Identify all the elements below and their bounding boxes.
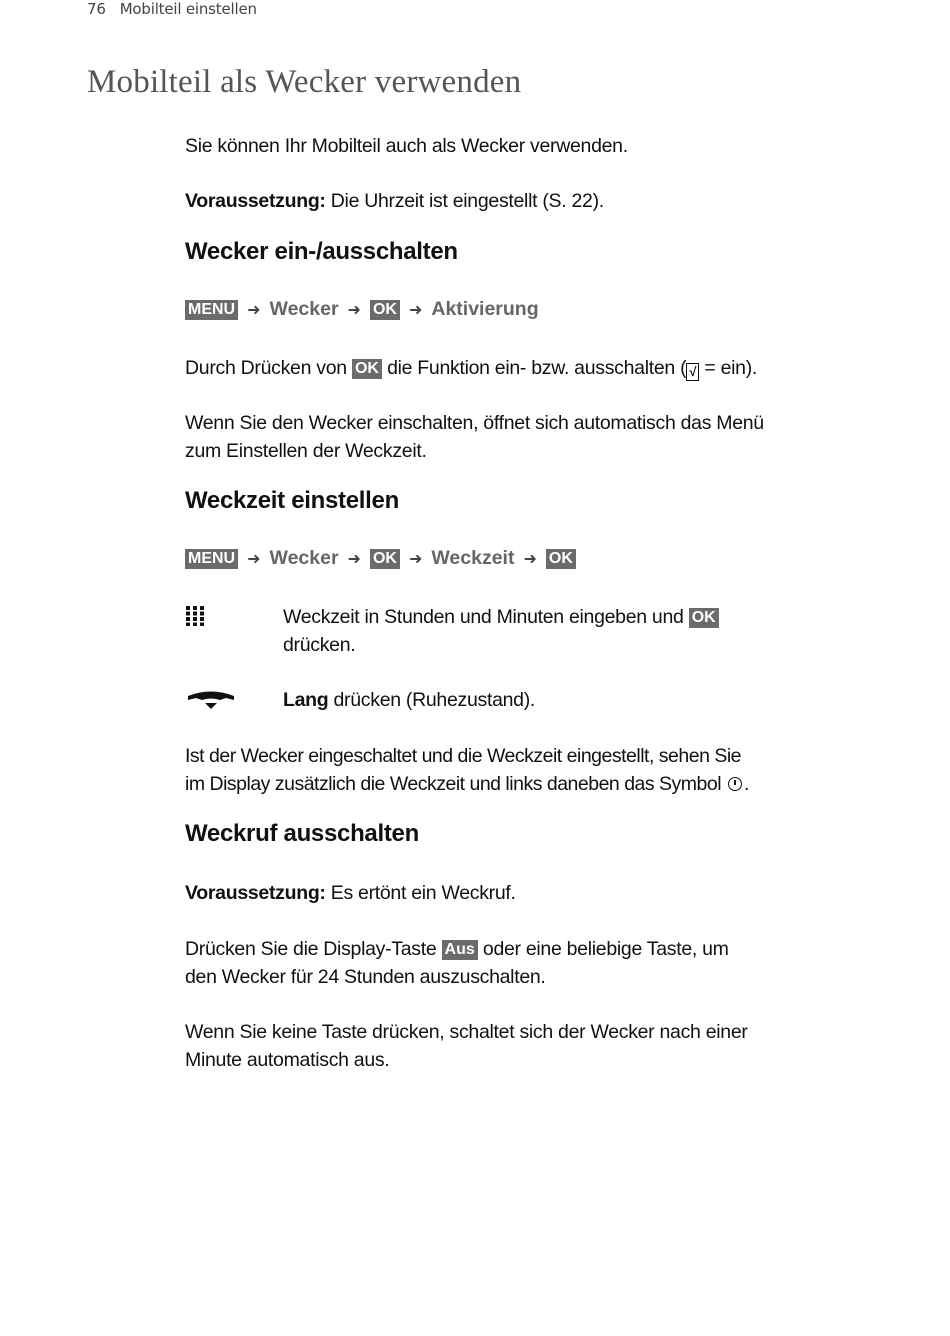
prerequisite-label: Voraussetzung: — [185, 190, 326, 212]
arrow-right-icon: ➜ — [408, 550, 423, 568]
auto-off-paragraph: Wenn Sie keine Taste drücken, schaltet sich der Wecker nach einer Minute automatisch aus. — [185, 1021, 748, 1071]
intro-paragraph: Sie können Ihr Mobilteil auch als Wecker verwenden. — [185, 135, 628, 157]
menu-key: MENU — [185, 300, 238, 320]
text-segment: = ein). — [704, 357, 758, 379]
prerequisite-text: Es ertönt ein Weckruf. — [330, 882, 516, 904]
text-segment: . — [744, 773, 749, 795]
menu-key: MENU — [185, 549, 238, 569]
page-number: 76 — [87, 0, 106, 18]
header-section-title: Mobilteil einstellen — [119, 0, 257, 18]
arrow-right-icon: ➜ — [247, 550, 261, 568]
arrow-right-icon: ➜ — [408, 301, 423, 319]
text-segment: oder eine beliebige Taste, um den Wecker für 24 Stunden auszuschalten. — [185, 938, 729, 988]
stop-alarm-paragraph — [185, 935, 765, 991]
auto-menu-paragraph: Wenn Sie den Wecker einschalten, öffnet sich automatisch das Menü zum Einstellen der Weckzeit. — [185, 412, 764, 462]
end-call-icon — [186, 688, 236, 712]
ok-key: OK — [370, 300, 400, 320]
ok-key: OK — [352, 359, 382, 379]
text-segment: Drücken Sie die Display-Taste — [185, 938, 437, 960]
page-header — [87, 0, 257, 18]
menu-item-aktivierung: Aktivierung — [431, 298, 539, 320]
section-heading-stop-alarm: Weckruf ausschalten — [185, 820, 419, 847]
text-segment: Ist der Wecker eingeschaltet und die Weckzeit eingestellt, sehen Sie im Display zusätzlich die Weckzeit und links daneben das Symbol — [185, 745, 742, 795]
text-segment: drücken. — [283, 634, 356, 656]
menu-item-wecker: Wecker — [269, 547, 339, 569]
ok-key: OK — [546, 549, 576, 569]
prerequisite-text: Die Uhrzeit ist eingestellt (S. 22). — [330, 190, 604, 212]
display-info-paragraph — [185, 742, 765, 798]
ok-key: OK — [689, 608, 719, 628]
text-segment: Durch Drücken von — [185, 357, 347, 379]
keypad-icon — [186, 606, 204, 626]
arrow-right-icon: ➜ — [247, 301, 261, 319]
menu-path-toggle-alarm — [185, 298, 539, 321]
text-segment: die Funktion ein- bzw. ausschalten ( — [387, 357, 687, 379]
prerequisite-paragraph — [185, 187, 765, 215]
step-enter-time — [283, 603, 753, 659]
prerequisite-paragraph-2 — [185, 879, 765, 907]
text-segment: drücken (Ruhezustand). — [333, 689, 536, 711]
prerequisite-label: Voraussetzung: — [185, 882, 326, 904]
section-heading-toggle-alarm: Wecker ein-/ausschalten — [185, 238, 458, 265]
aus-key: Aus — [442, 940, 478, 960]
page-title: Mobilteil als Wecker verwenden — [87, 64, 522, 100]
menu-item-weckzeit: Weckzeit — [431, 547, 515, 569]
arrow-right-icon: ➜ — [523, 550, 537, 568]
menu-path-set-time — [185, 547, 576, 570]
section-heading-set-time: Weckzeit einstellen — [185, 487, 399, 514]
step-long-press — [283, 686, 753, 714]
arrow-right-icon: ➜ — [347, 550, 361, 568]
text-segment: Weckzeit in Stunden und Minuten eingeben und — [283, 606, 684, 628]
arrow-right-icon: ➜ — [347, 301, 361, 319]
checkbox-checked-icon: √ — [686, 363, 699, 381]
alarm-clock-icon — [728, 777, 742, 791]
toggle-instruction-paragraph — [185, 354, 765, 382]
emphasis-lang: Lang — [283, 689, 329, 711]
menu-item-wecker: Wecker — [269, 298, 339, 320]
ok-key: OK — [370, 549, 400, 569]
